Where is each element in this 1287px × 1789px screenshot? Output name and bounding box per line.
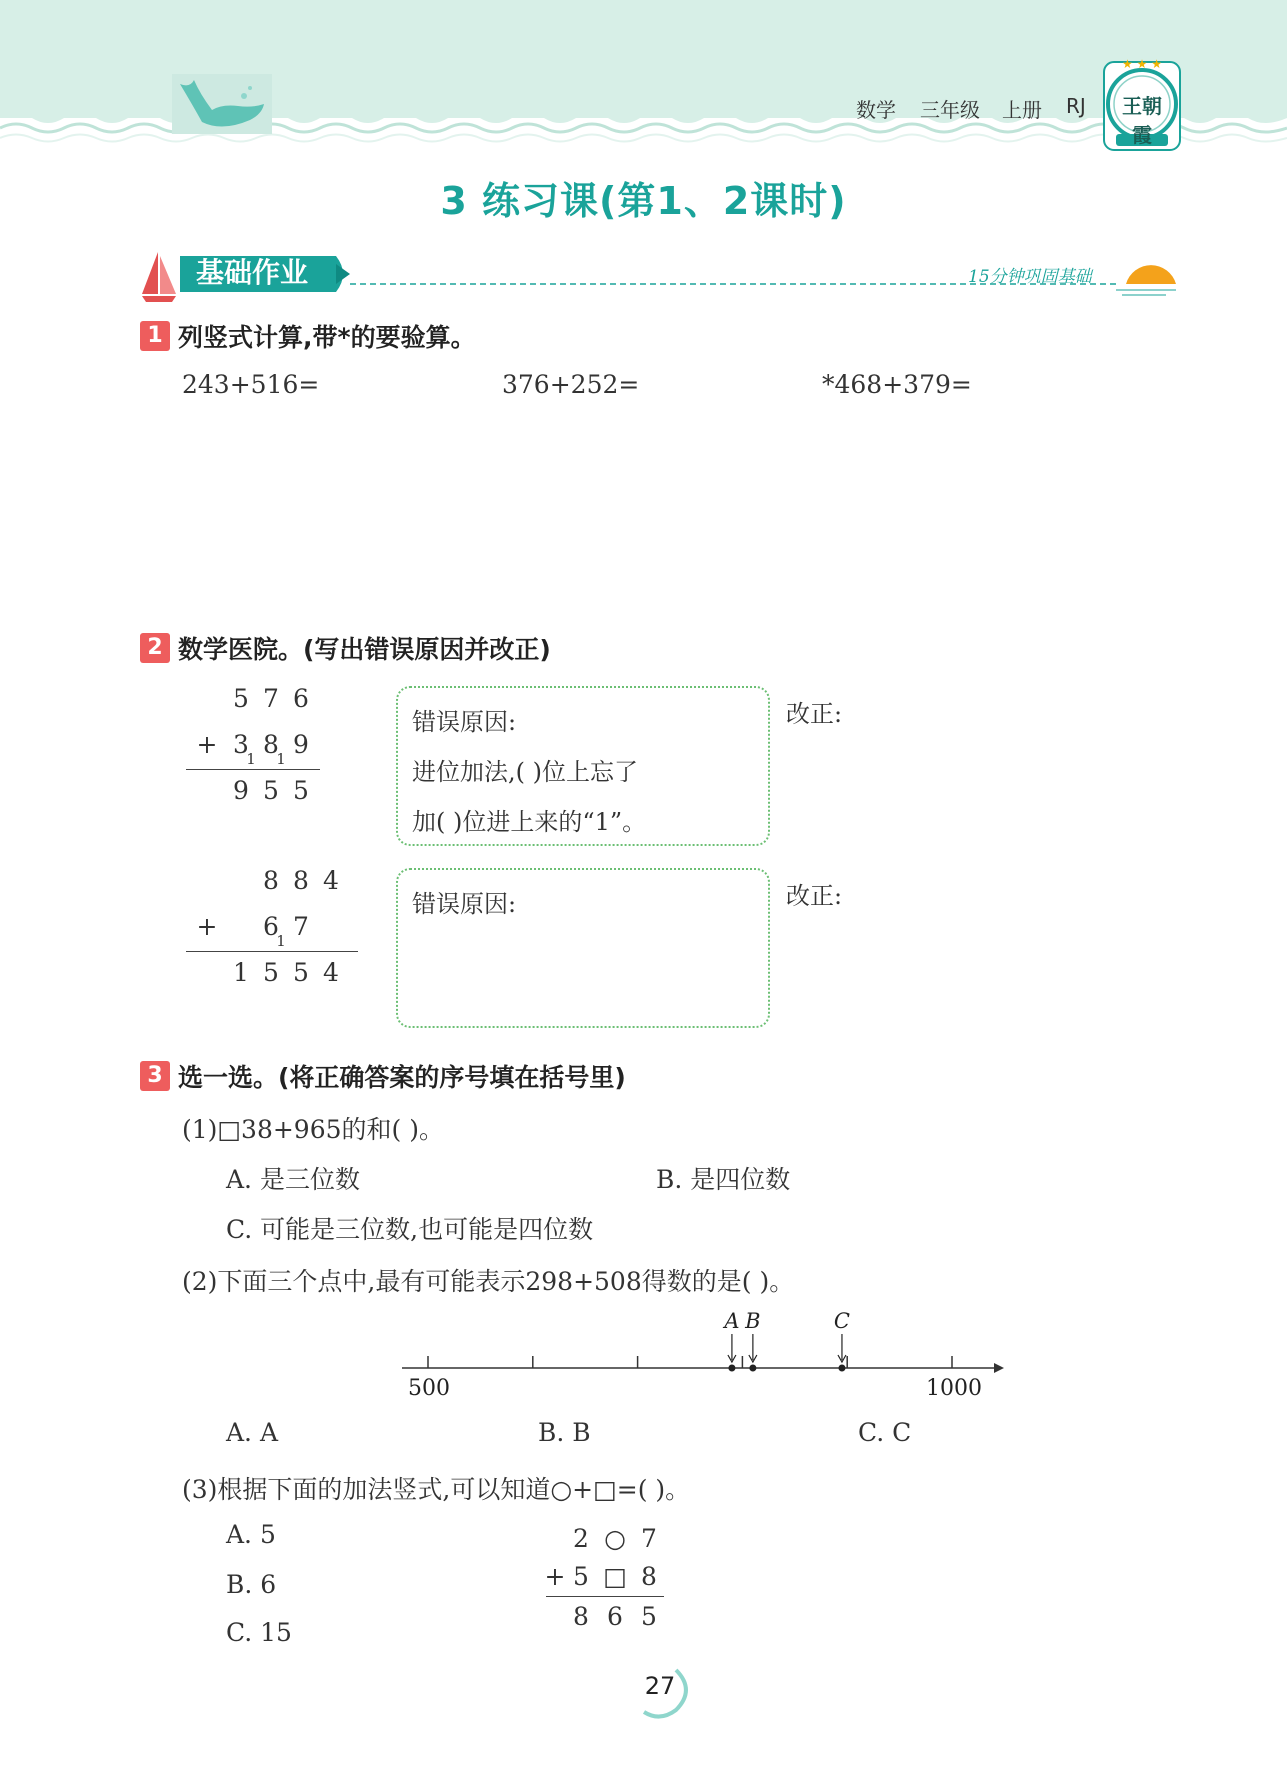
p1-reason-line-2: 加( )位进上来的“1”。: [412, 808, 647, 836]
q3-sub-3-option-c: C. 15: [226, 1618, 292, 1647]
s3-result-digit: 6: [607, 1602, 623, 1631]
q3-sub-1-stem: (1)□38+965的和( )。: [182, 1115, 444, 1144]
p2-plus-sign: +: [196, 912, 218, 941]
s3-row2-digit: 8: [641, 1562, 657, 1591]
p1-mid-digit: 3: [233, 730, 249, 759]
p2-result-digit: 1: [233, 958, 249, 987]
question-3-text: 选一选。(将正确答案的序号填在括号里): [178, 1063, 626, 1092]
q3-sub-1-option-a: A. 是三位数: [226, 1165, 360, 1194]
p2-top-digit: 8: [293, 866, 309, 895]
p2-sum-line: [186, 951, 358, 952]
p1-result-digit: 5: [263, 776, 279, 805]
section-label: 基础作业: [196, 256, 309, 289]
q1-expression-1: 243+516=: [182, 370, 320, 399]
p2-mid-digit: 6: [263, 912, 279, 941]
question-1-number: 1: [140, 321, 170, 351]
question-3-heading: [140, 1058, 626, 1094]
p1-reason-title: 错误原因:: [412, 708, 517, 736]
page-title: 3 练习课(第1、2课时): [440, 179, 847, 223]
q1-expression-3: *468+379=: [822, 370, 972, 399]
page-number: 27: [644, 1672, 676, 1700]
p1-top-digit: 6: [293, 684, 309, 713]
number-line-start-label: 500: [408, 1376, 450, 1401]
s3-sum-line: [546, 1596, 664, 1597]
q3-sub-3-option-b: B. 6: [226, 1570, 277, 1599]
s3-result-digit: 8: [573, 1602, 589, 1631]
brand-logo: [1100, 58, 1184, 154]
p2-result-digit: 5: [293, 958, 309, 987]
q1-expression-2: 376+252=: [502, 370, 640, 399]
question-2-number: 2: [140, 633, 170, 663]
p1-result-digit: 9: [233, 776, 249, 805]
p1-top-digit: 5: [233, 684, 249, 713]
number-line: [390, 1300, 1010, 1410]
q3-sub-2-option-c: C. C: [858, 1418, 912, 1447]
number-line-point-label: B: [745, 1309, 761, 1333]
question-2-text: 数学医院。(写出错误原因并改正): [178, 635, 551, 664]
p2-reason-title: 错误原因:: [412, 890, 517, 918]
p1-mid-digit: 8: [263, 730, 279, 759]
q3-sub-3-option-a: A. 5: [226, 1520, 276, 1549]
s3-row1-circle: ○: [604, 1524, 626, 1553]
s3-row1-digit: 2: [573, 1524, 589, 1553]
q3-sub-2-stem: (2)下面三个点中,最有可能表示298+508得数的是( )。: [182, 1267, 795, 1296]
q3-sub-3-stem: (3)根据下面的加法竖式,可以知道○+□=( )。: [182, 1475, 691, 1504]
p1-fix-label: 改正:: [786, 700, 843, 728]
header-volume: 上册: [1002, 98, 1042, 122]
p1-plus-sign: +: [196, 730, 218, 759]
p1-carry: 1: [246, 750, 256, 768]
number-line-point-label: C: [833, 1309, 850, 1333]
p1-sum-line: [186, 769, 320, 770]
p2-top-digit: 4: [323, 866, 339, 895]
whale-icon: [172, 74, 272, 134]
p2-fix-label: 改正:: [786, 882, 843, 910]
header-grade: 三年级: [920, 98, 980, 122]
q3-sub-1-option-c: C. 可能是三位数,也可能是四位数: [226, 1215, 594, 1244]
p2-mid-digit: 7: [293, 912, 309, 941]
s3-row2-box: □: [603, 1562, 627, 1591]
section-note: 15分钟巩固基础: [968, 267, 1092, 287]
number-line-point: [838, 1365, 845, 1372]
p1-carry: 1: [276, 750, 286, 768]
q3-sub-1-option-b: B. 是四位数: [656, 1165, 791, 1194]
brand-name: 王朝霞: [1122, 94, 1162, 147]
svg-text:★ ★ ★: ★ ★ ★: [1122, 58, 1162, 71]
header-subject: 数学: [856, 98, 896, 122]
number-line-end-label: 1000: [926, 1376, 982, 1401]
s3-row1-digit: 7: [641, 1524, 657, 1553]
p1-result-digit: 5: [293, 776, 309, 805]
question-1-heading: [140, 318, 476, 354]
q3-sub-2-option-a: A. A: [226, 1418, 279, 1447]
question-2-heading: [140, 630, 551, 666]
s3-row2-digit: 5: [573, 1562, 589, 1591]
header-edition: RJ: [1066, 94, 1086, 118]
p2-carry: 1: [276, 932, 286, 950]
q3-sub-2-option-b: B. B: [538, 1418, 591, 1447]
p2-top-digit: 8: [263, 866, 279, 895]
p2-result-digit: 5: [263, 958, 279, 987]
number-line-point: [749, 1365, 756, 1372]
s3-plus-sign: +: [544, 1562, 566, 1591]
p1-top-digit: 7: [263, 684, 279, 713]
question-1-text: 列竖式计算,带*的要验算。: [178, 323, 476, 352]
number-line-point-label: A: [724, 1309, 740, 1333]
p1-reason-line-1: 进位加法,( )位上忘了: [412, 758, 638, 786]
number-line-arrow: [994, 1363, 1004, 1373]
s3-result-digit: 5: [641, 1602, 657, 1631]
p2-result-digit: 4: [323, 958, 339, 987]
p1-mid-digit: 9: [293, 730, 309, 759]
question-3-number: 3: [140, 1061, 170, 1091]
number-line-point: [728, 1365, 735, 1372]
